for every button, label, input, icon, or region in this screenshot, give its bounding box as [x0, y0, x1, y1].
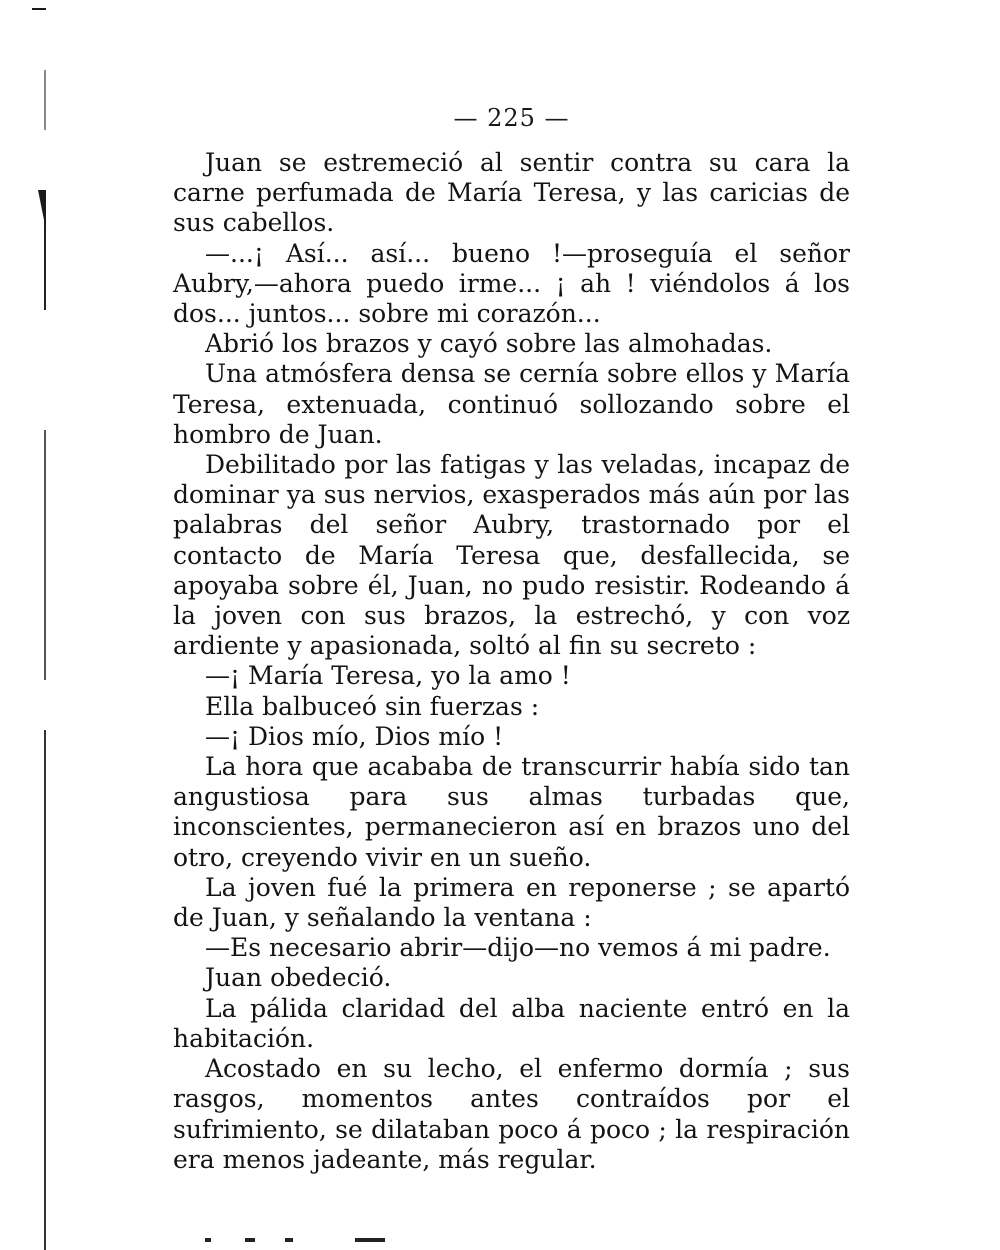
page-text — [173, 148, 850, 1175]
paragraph-13: La pálida claridad del alba naciente entró en la habitación. — [173, 993, 850, 1053]
paragraph-4: Una atmósfera densa se cernía sobre ellos y María Teresa, extenuada, continuó sollozando sobre el hombro de Juan. — [173, 359, 850, 449]
paragraph-3: Abrió los brazos y cayó sobre las almohadas. — [205, 329, 773, 359]
scan-artifact-bottom — [205, 1238, 405, 1244]
paragraph-14: Acostado en su lecho, el enfermo dormía ; sus rasgos, momentos antes contraídos por el sufrimiento, se dilataban poco á poco ; la respiración era menos jadeante, más regular. — [173, 1054, 850, 1174]
paragraph-10: La joven fué la primera en reponerse ; se apartó de Juan, y señalando la ventana : — [173, 872, 850, 933]
paragraph-2: —...¡ Así... así... bueno !—proseguía el señor Aubry,—ahora puedo irme... ¡ ah ! viéndolos á los dos... juntos... sobre mi corazón... — [173, 238, 850, 329]
scan-artifact-left-edge — [44, 70, 46, 1250]
paragraph-9: La hora que acababa de transcurrir había sido tan angustiosa para sus almas turbadas que, inconscientes, permanecieron así en brazos uno del otro, creyendo vivir en un sueño. — [173, 752, 850, 872]
paragraph-6: —¡ María Teresa, yo la amo ! — [205, 661, 571, 691]
book-page — [173, 100, 850, 1175]
paragraph-11: —Es necesario abrir—dijo—no vemos á mi padre. — [205, 933, 831, 963]
paragraph-5: Debilitado por las fatigas y las veladas, incapaz de dominar ya sus nervios, exasperados más aún por las palabras del señor Aubry, trastornado por el contacto de María Teresa que, desfallecida, se apoyaba sobre él, Juan, no pudo resistir. Rodeando á la joven con sus brazos, la estrechó, y con voz ardiente y apasionada, soltó al fin su secreto : — [173, 450, 850, 661]
paragraph-1: Juan se estremeció al sentir contra su cara la carne perfumada de María Teresa, y las caricias de sus cabellos. — [173, 148, 850, 238]
paragraph-12: Juan obedeció. — [205, 963, 392, 993]
scan-artifact-top — [32, 8, 46, 10]
page-number: — 225 — — [453, 104, 570, 132]
paragraph-7: Ella balbuceó sin fuerzas : — [205, 691, 540, 721]
paragraph-8: —¡ Dios mío, Dios mío ! — [205, 721, 504, 751]
